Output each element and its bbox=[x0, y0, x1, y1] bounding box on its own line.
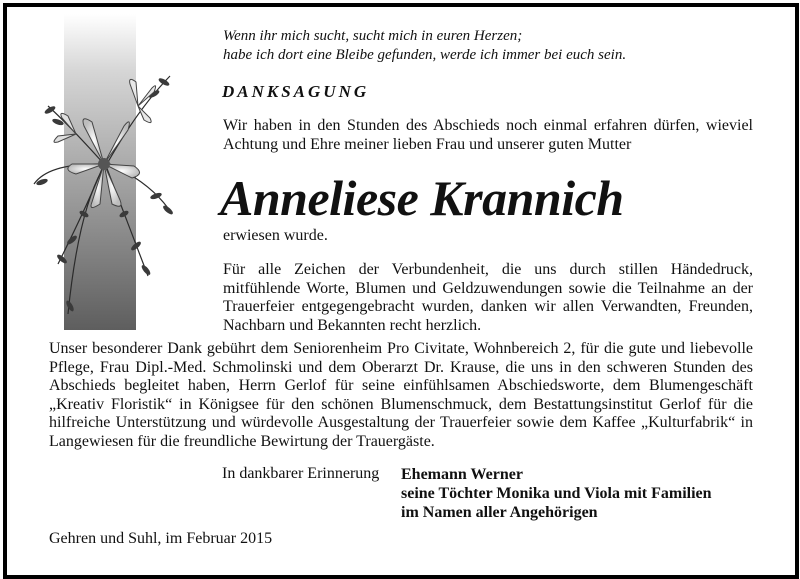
thanks-paragraph-2: Unser besonderer Dank gebührt dem Seniorenheim Pro Civitate, Wohnbereich 2, für die gute und liebevolle Pflege, Frau Dipl.-Med. Schmolinski und dem Oberarzt Dr. Krause, die uns in den schweren Stunden des Abschieds begleitet haben, Herrn Gerlof für seine einfühlsamen Abschiedsworte, dem Blumengeschäft „Kreativ Floristik“ in Königsee für den schönen Blumenschmuck, dem Bestattungsinstitut Gerlof für die hilfreiche Unterstützung und würdevolle Ausgestaltung der Trauerfeier sowie dem Kaffee „Kulturfabrik“ in Langewiesen für die freundliche Bewirtung der Trauergäste. bbox=[49, 340, 753, 450]
deceased-name: Anneliese Krannich bbox=[220, 170, 624, 226]
intro-paragraph: Wir haben in den Stunden des Abschieds noch einmal erfahren dürfen, wieviel Achtung und Ehre meiner lieben Frau und unserer guten Mutter bbox=[223, 117, 753, 153]
signer-line: seine Töchter Monika und Viola mit Familien bbox=[401, 485, 712, 502]
signer-line: im Namen aller Angehörigen bbox=[401, 504, 598, 521]
signers-block bbox=[401, 465, 712, 522]
memory-label: In dankbarer Erinnerung bbox=[222, 465, 380, 482]
signer-line: Ehemann Werner bbox=[401, 466, 523, 483]
erwiesen-line: erwiesen wurde. bbox=[223, 227, 328, 244]
thanks-paragraph-1: Für alle Zeichen der Verbundenheit, die uns durch stillen Händedruck, mitfühlende Worte, Blumen und Geldzuwendungen sowie die Teilnahme an der Trauerfeier entgegengebracht wurden, danken wir allen Verwandten, Freunden, Nachbarn und Bekannten recht herzlich. bbox=[223, 261, 753, 334]
heading-danksagung: DANKSAGUNG bbox=[222, 82, 370, 101]
motto-line-1: Wenn ihr mich sucht, sucht mich in euren Herzen; bbox=[223, 28, 523, 44]
motto-line-2: habe ich dort eine Bleibe gefunden, werde ich immer bei euch sein. bbox=[223, 47, 627, 63]
motto-verse bbox=[223, 27, 626, 65]
place-date: Gehren und Suhl, im Februar 2015 bbox=[49, 530, 273, 547]
lily-bouquet-illustration bbox=[28, 14, 178, 344]
